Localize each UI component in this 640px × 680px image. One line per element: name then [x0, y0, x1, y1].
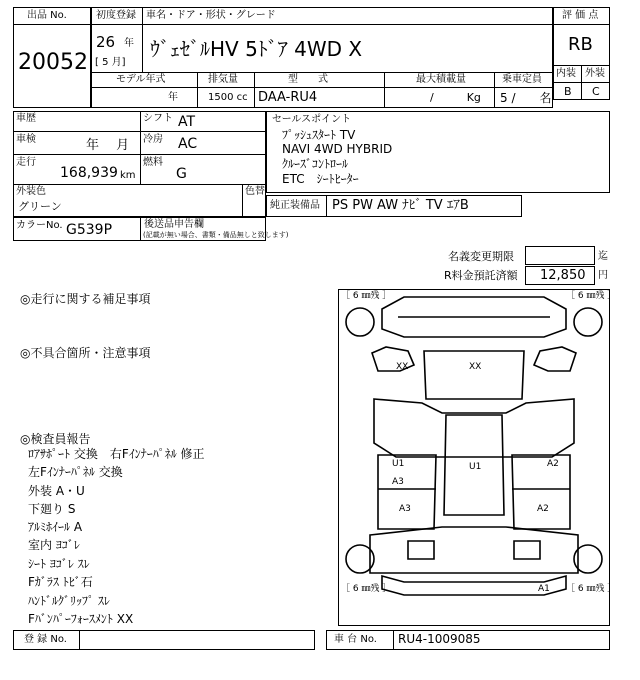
divider: [494, 72, 495, 108]
name-change-label: 名義変更期限: [448, 250, 514, 263]
mileage-unit: km: [120, 170, 136, 181]
door-right: [512, 455, 570, 529]
sales-point-2: NAVI 4WD HYBRID: [282, 142, 393, 156]
later-report-label: 後送品申告欄: [144, 219, 204, 230]
rear-lamp-left: [408, 541, 434, 559]
exterior-score: C: [592, 85, 600, 98]
inspector-line: ｱﾙﾐﾎｲｰﾙ A: [28, 520, 83, 534]
later-report-note: (記載が無い場合、書類・備品無しと致します): [143, 231, 289, 239]
divider: [242, 184, 243, 217]
inspector-line: 外装 A・U: [28, 484, 85, 498]
mark-xx-center: XX: [469, 362, 482, 372]
recycle-unit: 円: [598, 270, 608, 281]
driving-remarks-label: ◎走行に関する補足事項: [20, 292, 151, 306]
displacement-label: 排気量: [208, 74, 238, 85]
year-unit: 年: [124, 38, 134, 49]
sales-point-3: ｸﾙｰｽﾞｺﾝﾄﾛｰﾙ: [282, 157, 349, 171]
divider: [13, 24, 91, 25]
mark-u1-left: U1: [392, 459, 405, 469]
max-load-label: 最大積載量: [416, 74, 466, 85]
name-change-box: [525, 246, 595, 265]
recolor-label: 色替: [245, 186, 265, 197]
first-reg-label: 初度登録: [96, 10, 136, 21]
reg-year: 26: [96, 33, 116, 51]
history-label: 車歴: [16, 113, 36, 124]
max-load: / Kg: [430, 91, 481, 104]
divider: [553, 24, 610, 25]
fuel-label: 燃料: [143, 157, 163, 168]
chassis-label: 車 台 No.: [334, 634, 377, 645]
equipment: PS PW AW ﾅﾋﾞ TV ｴｱB: [332, 198, 469, 213]
mark-a3-upper: A3: [392, 477, 404, 487]
divider: [140, 111, 141, 184]
divider: [79, 630, 80, 650]
divider: [140, 217, 141, 241]
divider: [91, 87, 553, 88]
exterior-label: 外装: [585, 68, 605, 79]
divider: [393, 630, 394, 650]
displacement: 1500 cc: [208, 92, 248, 103]
inspector-line: ﾛｱｻﾎﾟｰﾄ 交換 右Fｲﾝﾅｰﾊﾟﾈﾙ 修正: [28, 447, 205, 461]
color-label: 外装色: [16, 186, 46, 197]
vehicle-label: 車名・ドア・形状・グレード: [146, 10, 276, 21]
reg-no-label: 登 録 No.: [24, 634, 67, 645]
mark-a2-lower: A2: [537, 504, 549, 514]
model-type: DAA-RU4: [258, 90, 318, 105]
color-no: G539P: [66, 222, 113, 238]
divider: [326, 195, 327, 217]
color-no-label: カラーNo.: [16, 220, 63, 231]
model-year-label: モデル年式: [116, 74, 166, 85]
divider: [197, 72, 198, 108]
divider: [581, 65, 582, 100]
chassis-no: RU4-1009085: [398, 632, 481, 646]
inspector-line: ﾊﾝﾄﾞﾙｸﾞﾘｯﾌﾟ ｽﾚ: [28, 594, 110, 608]
recycle-label: R料金預託済額: [444, 269, 518, 282]
mark-u1-center: U1: [469, 462, 482, 472]
inspector-line: 左Fｲﾝﾅｰﾊﾟﾈﾙ 交換: [28, 465, 123, 479]
side-right-front: [534, 347, 576, 371]
tire-label-rear-left: ［ 6 ㎜残 ］: [341, 584, 392, 594]
reg-month: [ 5 月]: [95, 57, 126, 68]
divider: [13, 131, 266, 132]
door-left: [378, 455, 436, 529]
inspector-label: ◎検査員報告: [20, 432, 91, 446]
inspection-label: 車検: [16, 134, 36, 145]
tire-front-left: [346, 308, 374, 336]
mileage-label: 走行: [16, 157, 36, 168]
ac-label: 冷房: [143, 134, 163, 145]
divider: [254, 72, 255, 108]
name-change-unit: 迄: [598, 251, 608, 262]
hood: [424, 351, 524, 399]
mark-a3-lower: A3: [399, 504, 411, 514]
interior-score: B: [564, 85, 572, 98]
mark-a1-rear: A1: [538, 584, 550, 594]
equipment-label: 純正装備品: [270, 200, 320, 211]
divider: [384, 72, 385, 108]
divider: [91, 72, 553, 73]
divider: [91, 24, 553, 25]
divider: [13, 154, 266, 155]
defects-label: ◎不具合箇所・注意事項: [20, 346, 151, 360]
vehicle-name: ｳﾞｪｾﾞﾙHV 5ﾄﾞｱ 4WD X: [150, 37, 363, 61]
inspector-line: Fｶﾞﾗｽ ﾄﾋﾞ石: [28, 575, 93, 589]
mark-xx-left: XX: [396, 362, 409, 372]
inspector-line: 下廻り S: [28, 502, 76, 516]
capacity: 5 / 名: [500, 91, 552, 105]
inspection: 年 月: [86, 138, 130, 153]
recycle-value: 12,850: [540, 268, 586, 283]
shift-label: シフト: [143, 113, 173, 124]
tire-front-right: [574, 308, 602, 336]
mileage: 168,939: [60, 165, 118, 181]
inspector-line: ｼｰﾄ ﾖｺﾞﾚ ｽﾚ: [28, 557, 90, 571]
tire-label-front-right: ［ 6 ㎜残 ］: [566, 291, 617, 301]
lot-number: 20052: [18, 50, 88, 75]
sales-points-label: セールスポイント: [272, 114, 352, 125]
capacity-label: 乗車定員: [502, 74, 542, 85]
rear-outline: [370, 527, 578, 573]
lot-label: 出品 No.: [27, 10, 67, 21]
tire-label-front-left: ［ 6 ㎜残 ］: [341, 291, 392, 301]
model-year-unit: 年: [168, 92, 178, 103]
model-type-label: 型 式: [288, 74, 328, 85]
tire-label-rear-right: ［ 6 ㎜残 ］: [566, 584, 617, 594]
rear-lamp-right: [514, 541, 540, 559]
mark-a2-upper: A2: [547, 459, 559, 469]
inspector-line: Fﾊﾞﾝﾊﾟｰﾌｫｰｽﾒﾝﾄ XX: [28, 612, 134, 626]
grade-score: RB: [568, 34, 593, 55]
cabin-outline: [374, 399, 574, 457]
sales-point-1: ﾌﾟｯｼｭｽﾀｰﾄ TV: [282, 128, 356, 142]
shift: AT: [178, 114, 196, 130]
fuel: G: [176, 166, 187, 182]
car-diagram: [338, 289, 610, 626]
inspector-line: 室内 ﾖｺﾞﾚ: [28, 538, 80, 552]
sales-point-4: ETC ｼｰﾄﾋｰﾀｰ: [282, 172, 359, 186]
divider: [142, 7, 143, 72]
interior-label: 内装: [556, 68, 576, 79]
divider: [13, 184, 266, 185]
color: グリーン: [18, 200, 62, 213]
ac: AC: [178, 136, 198, 152]
grade-label: 評 価 点: [562, 10, 599, 21]
